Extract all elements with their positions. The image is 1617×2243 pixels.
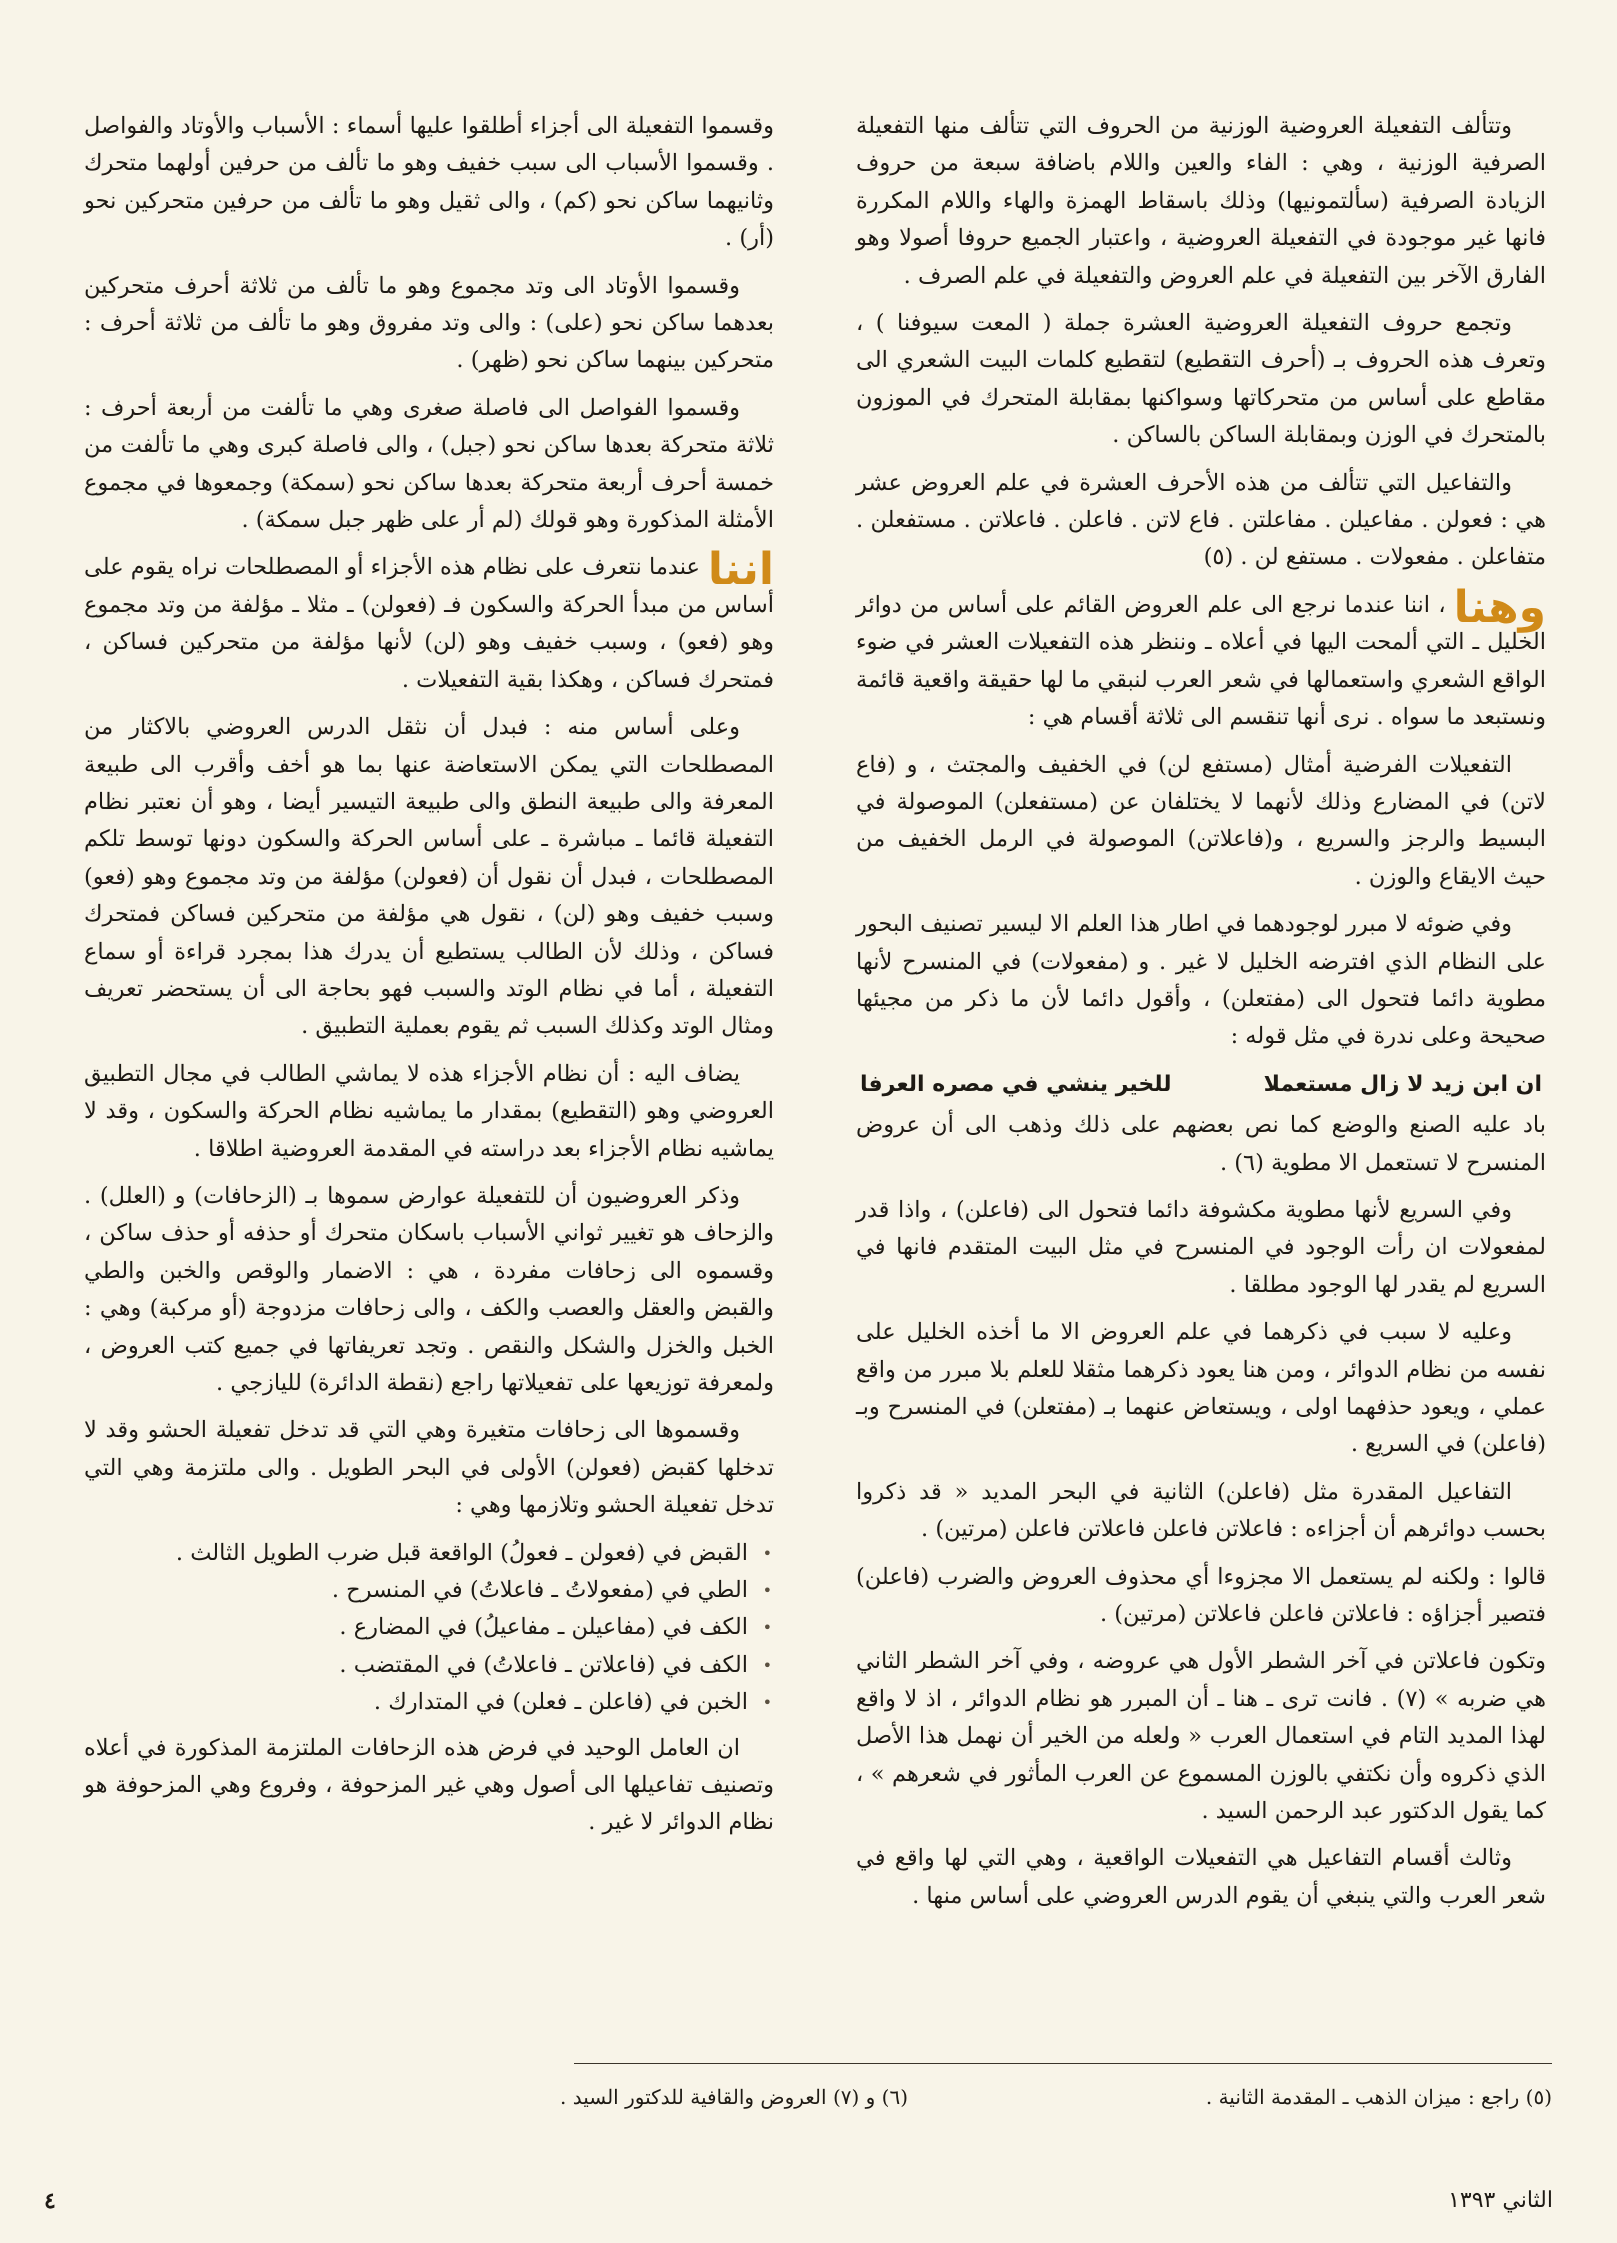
paragraph: وقسموها الى زحافات متغيرة وهي التي قد تدخل تفعيلة الحشو وقد لا تدخلها كقبض (فعولن) الأولى في البحر الطويل . والى ملتزمة وهي التي تدخل تفعيلة الحشو وتلازمها وهي : (84, 1417, 774, 1519)
paragraph: وعلى أساس منه : فبدل أن نثقل الدرس العروضي بالاكثار من المصطلحات التي يمكن الاستعاضة عنها بما هو أخف وأقرب الى طبيعة المعرفة والى طبيعة النطق والى طبيعة التيسير أيضا ، وهو أن نعتبر نظام التفعيلة قائما ـ مباشرة ـ على أساس الحركة والسكون دونها توسط تلكم المصطلحات ، فبدل أن نقول أن (فعولن) مؤلفة من وتد مجموع وهو (فعو) وسبب خفيف وهو (لن) ، نقول هي مؤلفة من متحركين فساكن فمتحرك فساكن ، وذلك لأن الطالب يستطيع أن يدرك هذا بمجرد قراءة أو سماع التفعيلة ، أما في نظام الوتد والسبب فهو بحاجة الى أن يستحضر تعريف ومثال الوتد وكذلك السبب ثم يقوم بعملية التطبيق . (84, 714, 774, 1040)
paragraph: وثالث أقسام التفاعيل هي التفعيلات الواقعية ، وهي التي لها واقع في شعر العرب والتي ينبغي أن يقوم الدرس العروضي على أساس منها . (856, 1845, 1546, 1909)
paragraph: وتجمع حروف التفعيلة العروضية العشرة جملة ( المعت سيوفنا ) ، وتعرف هذه الحروف بـ (أحرف التقطيع) لتقطيع كلمات البيت الشعري الى مقاطع على أساس من متحركاتها وسواكنها بمقابلة المتحرك في الموزون بالمتحرك في الوزن وبمقابلة الساكن بالساكن . (856, 310, 1546, 449)
verse-line (856, 1066, 1546, 1103)
paragraph: التفعيلات الفرضية أمثال (مستفع لن) في الخفيف والمجتث ، و (فاع لاتن) في المضارع وذلك لأنهما لا يختلفان عن (مستفعلن) الموصولة في البسيط والرجز والسريع ، و(فاعلاتن) الموصولة في الرمل الخفيف من حيث الايقاع والوزن . (856, 751, 1546, 890)
list-item: • الطي في (مفعولاتُ ـ فاعلاتُ) في المنسرح . (84, 1572, 748, 1609)
right-column (856, 108, 1546, 1925)
paragraph: وقسموا الفواصل الى فاصلة صغرى وهي ما تألفت من أربعة أحرف : ثلاثة متحركة بعدها ساكن نحو (جبل) ، والى فاصلة كبرى وهي ما تألفت من خمسة أحرف أربعة متحركة بعدها ساكن نحو (سمكة) وجمعوها في مجموع الأمثلة المذكورة وهو قولك (لم أر على ظهر جبل سمكة) . (84, 394, 774, 534)
footnote-5: (٥) راجع : ميزان الذهب ـ المقدمة الثانية . (1205, 2085, 1552, 2109)
footnotes (560, 2082, 1552, 2112)
verse-hemistich-first: ان ابن زيد لا زال مستعملا (1263, 1071, 1542, 1097)
issue-label: الثاني ١٣٩٣ (1448, 2188, 1553, 2213)
paragraph: وقسموا الأوتاد الى وتد مجموع وهو ما تألف من ثلاثة أحرف متحركين بعدهما ساكن نحو (على) : والى وتد مفروق وهو ما تألف من ثلاثة أحرف : متحركين بينهما ساكن نحو (ظهر) . (84, 272, 774, 374)
list-item: • الخبن في (فاعلن ـ فعلن) في المتدارك . (84, 1684, 748, 1721)
lead-word: وهنا (1453, 581, 1546, 633)
paragraph: قالوا : ولكنه لم يستعمل الا مجزوءا أي محذوف العروض والضرب (فاعلن) فتصير أجزاؤه : فاعلاتن فاعلن فاعلاتن (مرتين) . (856, 1563, 1546, 1628)
paragraph: يضاف اليه : أن نظام الأجزاء هذه لا يماشي الطالب في مجال التطبيق العروضي وهو (التقطيع) بمقدار ما يماشيه نظام الحركة والسكون ، وقد لا يماشيه نظام الأجزاء بعد دراسته في المقدمة العروضية اطلاقا . (84, 1060, 774, 1162)
paragraph: وفي السريع لأنها مطوية مكشوفة دائما فتحول الى (فاعلن) ، واذا قدر لمفعولات ان رأت الوجود في المنسرح في مثل البيت المتقدم فانها في السريع لم يقدر لها الوجود مطلقا . (856, 1196, 1546, 1298)
paragraph: والتفاعيل التي تتألف من هذه الأحرف العشرة في علم العروض عشر هي : فعولن . مفاعيلن . مفاعلتن . فاع لاتن . فاعلن . فاعلاتن . مستفعلن . متفاعلن . مفعولات . مستفع لن . (٥) (856, 469, 1546, 571)
list-item: • القبض في (فعولن ـ فعولُ) الواقعة قبل ضرب الطويل الثالث . (84, 1535, 748, 1572)
list-item: • الكف في (فاعلاتن ـ فاعلاتُ) في المقتضب . (84, 1647, 748, 1684)
verse-hemistich-second: للخير ينشي في مصره العرفا (860, 1071, 1172, 1097)
paragraph: ان العامل الوحيد في فرض هذه الزحافات الملتزمة المذكورة في أعلاه وتصنيف تفاعيلها الى أصول وهي غير المزحوفة ، وفروع وهي المزحوفة هو نظام الدوائر لا غير . (84, 1734, 774, 1836)
paragraph: وفي ضوئه لا مبرر لوجودهما في اطار هذا العلم الا ليسير تصنيف البحور على النظام الذي افترضه الخليل لا غير . و (مفعولات) في المنسرح لأنها مطوية دائما فتحول الى (مفتعلن) ، وأقول دائما لأن ما ذكر من مجيئها صحيحة وعلى ندرة في مثل قوله : (856, 911, 1546, 1050)
paragraph-text: عندما نتعرف على نظام هذه الأجزاء أو المصطلحات نراه يقوم على أساس من مبدأ الحركة والسكون فـ (فعولن) ـ مثلا ـ مؤلفة من وتد مجموع وهو (فعو) ، وسبب خفيف وهو (لن) لأنها مؤلفة من متحركين فساكن ، فمتحرك فساكن ، وهكذا بقية التفعيلات . (84, 554, 774, 693)
paragraph-with-lead (856, 581, 1546, 737)
paragraph-text: ، اننا عندما نرجع الى علم العروض القائم على أساس من دوائر الخليل ـ التي ألمحت اليها في أعلاه ـ وننظر هذه التفعيلات العشر في ضوء الواقع الشعري واستعمالها في شعر العرب لنبقي ما لها حقيقة واقعية قائمة ونستبعد ما سواه . نرى أنها تنقسم الى ثلاثة أقسام هي : (856, 591, 1546, 731)
paragraph: التفاعيل المقدرة مثل (فاعلن) الثانية في البحر المديد « قد ذكروا بحسب دوائرهم أن أجزاءه : فاعلاتن فاعلن فاعلاتن فاعلن (مرتين) . (856, 1478, 1546, 1543)
list-item: • الكف في (مفاعيلن ـ مفاعيلُ) في المضارع . (84, 1609, 748, 1646)
footnote-6-7: (٦) و (٧) العروض والقافية للدكتور السيد . (560, 2085, 909, 2109)
bullet-list (84, 1535, 774, 1722)
paragraph: وذكر العروضيون أن للتفعيلة عوارض سموها بـ (الزحافات) و (العلل) . والزحاف هو تغيير ثواني الأسباب باسكان متحرك أو حذفه أو حذف ساكن ، وقسموه الى زحافات مفردة ، هي : الاضمار والوقص والخبن والطي والقبض والعقل والعصب والكف ، والى زحافات مزدوجة (أو مركبة) وهي : الخبل والخزل والشكل والنقص . وتجد تعريفاتها في جميع كتب العروض ، ولمعرفة توزيعها على تفعيلاتها راجع (نقطة الدائرة) لليازجي . (84, 1182, 774, 1396)
paragraph: وتتألف التفعيلة العروضية الوزنية من الحروف التي تتألف منها التفعيلة الصرفية الوزنية ، وهي : الفاء والعين واللام باضافة سبعة من حروف الزيادة الصرفية (سألتمونيها) وذلك باسقاط الهمزة والهاء واللام المكررة فانها غير موجودة في التفعيلة العروضية ، واعتبار الجميع حروفا أصولا وهو الفارق الآخر بين التفعيلة في علم العروض والتفعيلة في علم الصرف . (856, 113, 1546, 289)
paragraph: وتكون فاعلاتن في آخر الشطر الأول هي عروضه ، وفي آخر الشطر الثاني هي ضربه » (٧) . فانت ترى ـ هنا ـ أن المبرر هو نظام الدوائر ، اذ لا واقع لهذا المديد التام في استعمال العرب « ولعله من الخير أن نهمل هذا الأصل الذي ذكروه وأن نكتفي بالوزن المسموع عن العرب المأثور في شعرهم » ، كما يقول الدكتور عبد الرحمن السيد . (856, 1648, 1546, 1825)
lead-word: اننا (707, 544, 774, 596)
paragraph: وقسموا التفعيلة الى أجزاء أطلقوا عليها أسماء : الأسباب والأوتاد والفواصل . وقسموا الأسباب الى سبب خفيف وهو ما تألف من حرفين أولهما متحرك وثانيهما ساكن نحو (كم) ، والى ثقيل وهو ما تألف من حرفين متحركين نحو (أر) . (84, 113, 774, 252)
paragraph: وعليه لا سبب في ذكرهما في علم العروض الا ما أخذه الخليل على نفسه من نظام الدوائر ، ومن هنا يعود ذكرهما مثقلا للعلم بلا مبرر من واقع عملي ، ويعود حذفهما اولى ، ويستعاض عنهما بـ (مفتعلن) في المنسرح وبـ (فاعلن) في السريع . (856, 1319, 1546, 1458)
footnote-separator (574, 2063, 1552, 2064)
page-number: ٤ (44, 2188, 56, 2214)
paragraph: باد عليه الصنع والوضع كما نص بعضهم على ذلك وذهب الى أن عروض المنسرح لا تستعمل الا مطوية (٦) . (856, 1112, 1546, 1176)
left-column (84, 108, 774, 1852)
paragraph-with-lead (84, 544, 774, 699)
